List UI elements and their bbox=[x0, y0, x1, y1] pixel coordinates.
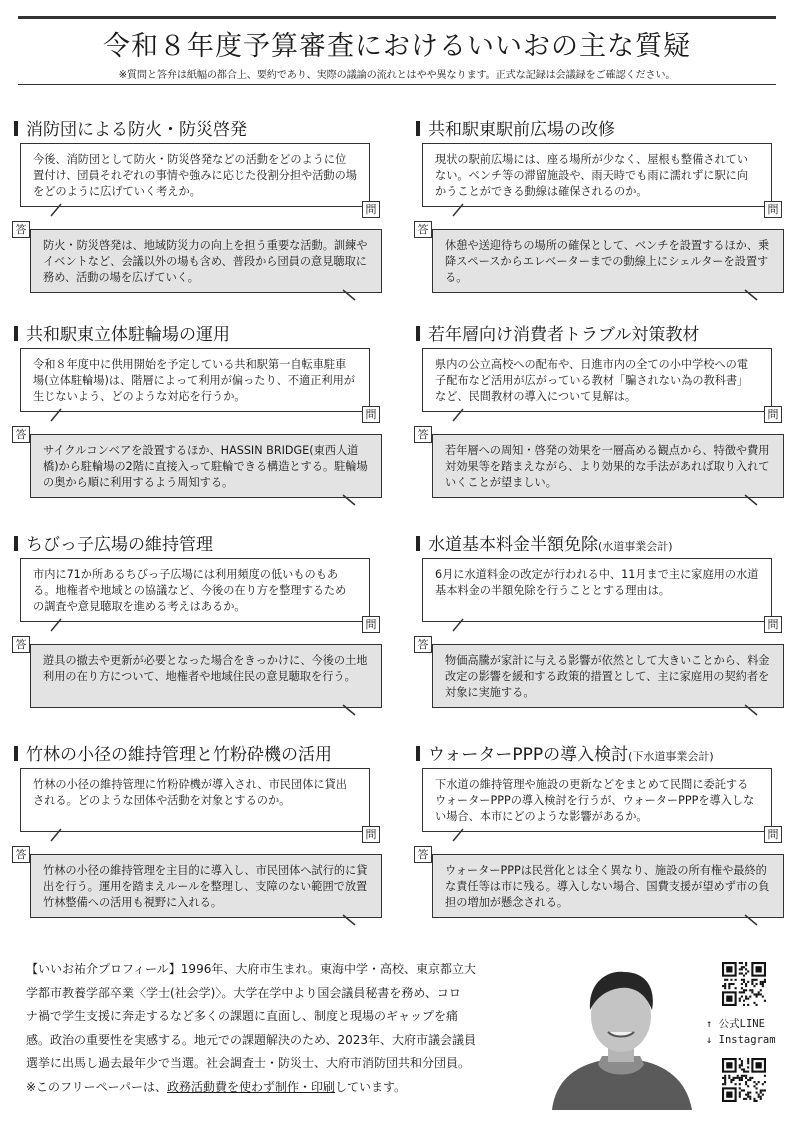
answer-badge: 答 bbox=[414, 426, 432, 443]
question-badge: 問 bbox=[362, 406, 380, 423]
speech-tail-icon bbox=[452, 408, 464, 422]
speech-tail-icon bbox=[342, 289, 356, 301]
section-title: ちびっ子広場の維持管理 bbox=[14, 530, 213, 555]
section-title-bar bbox=[416, 536, 420, 551]
section-title: 竹林の小径の維持管理と竹粉砕機の活用 bbox=[14, 740, 332, 765]
answer-badge: 答 bbox=[12, 846, 30, 863]
section-title-bar bbox=[14, 746, 18, 761]
answer-badge: 答 bbox=[12, 636, 30, 653]
page-title: 令和８年度予算審査におけるいいおの主な質疑 bbox=[103, 31, 691, 62]
section-title: 共和駅東駅前広場の改修 bbox=[416, 115, 615, 140]
qa-section bbox=[10, 740, 380, 940]
answer-text: ウォーターPPPは民営化とは全く異なり、施設の所有権や最終的な責任等は市に残る。導入しない場合、国費支援が望めず市の負担の増加が懸念される。 bbox=[432, 854, 784, 918]
profile-line: 【いいお祐介プロフィール】1996年、大府市生まれ。東海中学・高校、東京都立大 bbox=[26, 962, 477, 976]
section-title: ウォーターPPPの導入検討(下水道事業会計) bbox=[416, 740, 714, 765]
qa-section bbox=[412, 320, 782, 520]
profile-photo bbox=[542, 960, 700, 1110]
question-badge: 問 bbox=[764, 201, 782, 218]
question-text: 現状の駅前広場には、座る場所が少なく、屋根も整備されていない。ベンチ等の滞留施設や、雨天時でも雨に濡れずに駅に向かうことができる動線は確保されるのか。 bbox=[422, 143, 772, 207]
answer-badge: 答 bbox=[414, 846, 432, 863]
freepaper-note-underlined: 政務活動費を使わず制作・印刷 bbox=[166, 1079, 335, 1094]
profile-line: 感。政治の重要性を実感する。地元での課題解決のため、2023年、大府市議会議員 bbox=[26, 1032, 477, 1047]
answer-badge: 答 bbox=[12, 221, 30, 238]
question-text: 下水道の維持管理や施設の更新などをまとめて民間に委託するウォーターPPPの導入検討を行うが、ウォーターPPPを導入しない場合、本市にどのような影響があるか。 bbox=[422, 768, 772, 832]
speech-tail-icon bbox=[342, 494, 356, 506]
header-top-rule bbox=[18, 16, 776, 19]
qa-section bbox=[10, 320, 380, 520]
profile-line: 選挙に出馬し過去最年少で当選。社会調査士・防災士、大府市消防団共和分団員。 bbox=[26, 1056, 471, 1070]
speech-tail-icon bbox=[50, 408, 62, 422]
speech-tail-icon bbox=[744, 914, 758, 926]
section-title-bar bbox=[416, 746, 420, 761]
question-text: 6月に水道料金の改定が行われる中、11月まで主に家庭用の水道基本料金の半額免除を行うこととする理由は。 bbox=[422, 558, 772, 622]
line-qr-icon[interactable] bbox=[722, 962, 766, 1006]
answer-text: 物価高騰が家計に与える影響が依然として大きいことから、料金改定の影響を緩和する政策的措置として、主に家庭用の契約者を対象に実施する。 bbox=[432, 644, 784, 708]
answer-text: 防火・防災啓発は、地域防災力の向上を担う重要な活動。訓練やイベントなど、会議以外の場も含め、普段から団員の意見聴取に務め、活動の場を広げていく。 bbox=[30, 229, 382, 293]
section-title-bar bbox=[416, 326, 420, 341]
question-badge: 問 bbox=[764, 826, 782, 843]
instagram-qr-icon[interactable] bbox=[722, 1058, 766, 1102]
answer-text: 竹林の小径の維持管理を主目的に導入し、市民団体へ試行的に貸出を行う。運用を踏まえルールを整理し、支障のない範囲で放置竹林整備への活用も視野に入れる。 bbox=[30, 854, 382, 918]
profile-line: ナ禍で学生支援に奔走するなど多くの課題に直面し、制度と現場のギャップを痛 bbox=[26, 1009, 459, 1023]
section-title: 水道基本料金半額免除(水道事業会計) bbox=[416, 530, 673, 555]
speech-tail-icon bbox=[452, 828, 464, 842]
section-title-bar bbox=[14, 536, 18, 551]
qa-section bbox=[412, 115, 782, 315]
qa-section bbox=[10, 115, 380, 315]
speech-tail-icon bbox=[342, 704, 356, 716]
answer-badge: 答 bbox=[12, 426, 30, 443]
question-badge: 問 bbox=[764, 406, 782, 423]
section-title: 若年層向け消費者トラブル対策教材 bbox=[416, 320, 699, 345]
section-title-bar bbox=[14, 121, 18, 136]
answer-text: 休憩や送迎待ちの場所の確保として、ベンチを設置するほか、乗降スペースからエレベーターまでの動線上にシェルターを設置する。 bbox=[432, 229, 784, 293]
section-title: 消防団による防火・防災啓発 bbox=[14, 115, 247, 140]
speech-tail-icon bbox=[342, 914, 356, 926]
section-title-bar bbox=[416, 121, 420, 136]
qa-section bbox=[10, 530, 380, 730]
section-title-note: (下水道事業会計) bbox=[628, 750, 714, 763]
section-title: 共和駅東立体駐輪場の運用 bbox=[14, 320, 230, 345]
freepaper-note: ※このフリーペーパーは、政務活動費を使わず制作・印刷しています。 bbox=[26, 1079, 407, 1094]
speech-tail-icon bbox=[744, 494, 758, 506]
question-text: 市内に71か所あるちびっ子広場には利用頻度の低いものもある。地権者や地域との協議など、今後の在り方を整理するための調査や意見聴取を進める考えはあるか。 bbox=[20, 558, 370, 622]
question-text: 今後、消防団として防火・防災啓発などの活動をどのように位置付け、団員それぞれの事情や強みに応じた役割分担や活動の場をどのように広げていく考えか。 bbox=[20, 143, 370, 207]
section-title-note: (水道事業会計) bbox=[598, 540, 673, 553]
header-bottom-rule bbox=[18, 84, 776, 85]
speech-tail-icon bbox=[50, 203, 62, 217]
qa-section bbox=[412, 530, 782, 730]
instagram-link-label: ↓ Instagram bbox=[706, 1034, 776, 1046]
question-badge: 問 bbox=[362, 826, 380, 843]
speech-tail-icon bbox=[452, 203, 464, 217]
answer-text: 遊具の撤去や更新が必要となった場合をきっかけに、今後の土地利用の在り方について、地権者や地域住民の意見聴取を行う。 bbox=[30, 644, 382, 708]
line-link-label: ↑ 公式LINE bbox=[706, 1018, 765, 1030]
answer-text: 若年層への周知・啓発の効果を一層高める観点から、特徴や費用対効果等を踏まえながら、より効果的な手法があれば取り入れていくことが望ましい。 bbox=[432, 434, 784, 498]
question-badge: 問 bbox=[362, 201, 380, 218]
profile-line: 学都市教養学部卒業〈学士(社会学)〉。大学在学中より国会議員秘書を務め、コロ bbox=[26, 985, 461, 1000]
section-title-bar bbox=[14, 326, 18, 341]
speech-tail-icon bbox=[744, 289, 758, 301]
speech-tail-icon bbox=[452, 618, 464, 632]
answer-text: サイクルコンベアを設置するほか、HASSIN BRIDGE(東西人道橋)から駐輪場の2階に直接入って駐輪できる構造とする。駐輪場の奥から順に利用するよう周知する。 bbox=[30, 434, 382, 498]
speech-tail-icon bbox=[50, 828, 62, 842]
answer-badge: 答 bbox=[414, 221, 432, 238]
question-badge: 問 bbox=[764, 616, 782, 633]
speech-tail-icon bbox=[50, 618, 62, 632]
question-text: 令和８年度中に供用開始を予定している共和駅第一自転車駐車場(立体駐輪場)は、階層によって利用が偏ったり、不適正利用が生じないよう、どのような対応を行うか。 bbox=[20, 348, 370, 412]
question-text: 県内の公立高校への配布や、日進市内の全ての小中学校への電子配布など活用が広がっている教材「騙されない為の教科書」など、民間教材の導入について見解は。 bbox=[422, 348, 772, 412]
answer-badge: 答 bbox=[414, 636, 432, 653]
question-badge: 問 bbox=[362, 616, 380, 633]
question-text: 竹林の小径の維持管理に竹粉砕機が導入され、市民団体に貸出される。どのような団体や活動を対象とするのか。 bbox=[20, 768, 370, 832]
profile-text bbox=[26, 958, 536, 1099]
page-note: ※質問と答弁は紙幅の都合上、要約であり、実際の議論の流れとはやや異なります。正式な記録は会議録をご確認ください。 bbox=[118, 70, 676, 81]
qa-section bbox=[412, 740, 782, 940]
speech-tail-icon bbox=[744, 704, 758, 716]
